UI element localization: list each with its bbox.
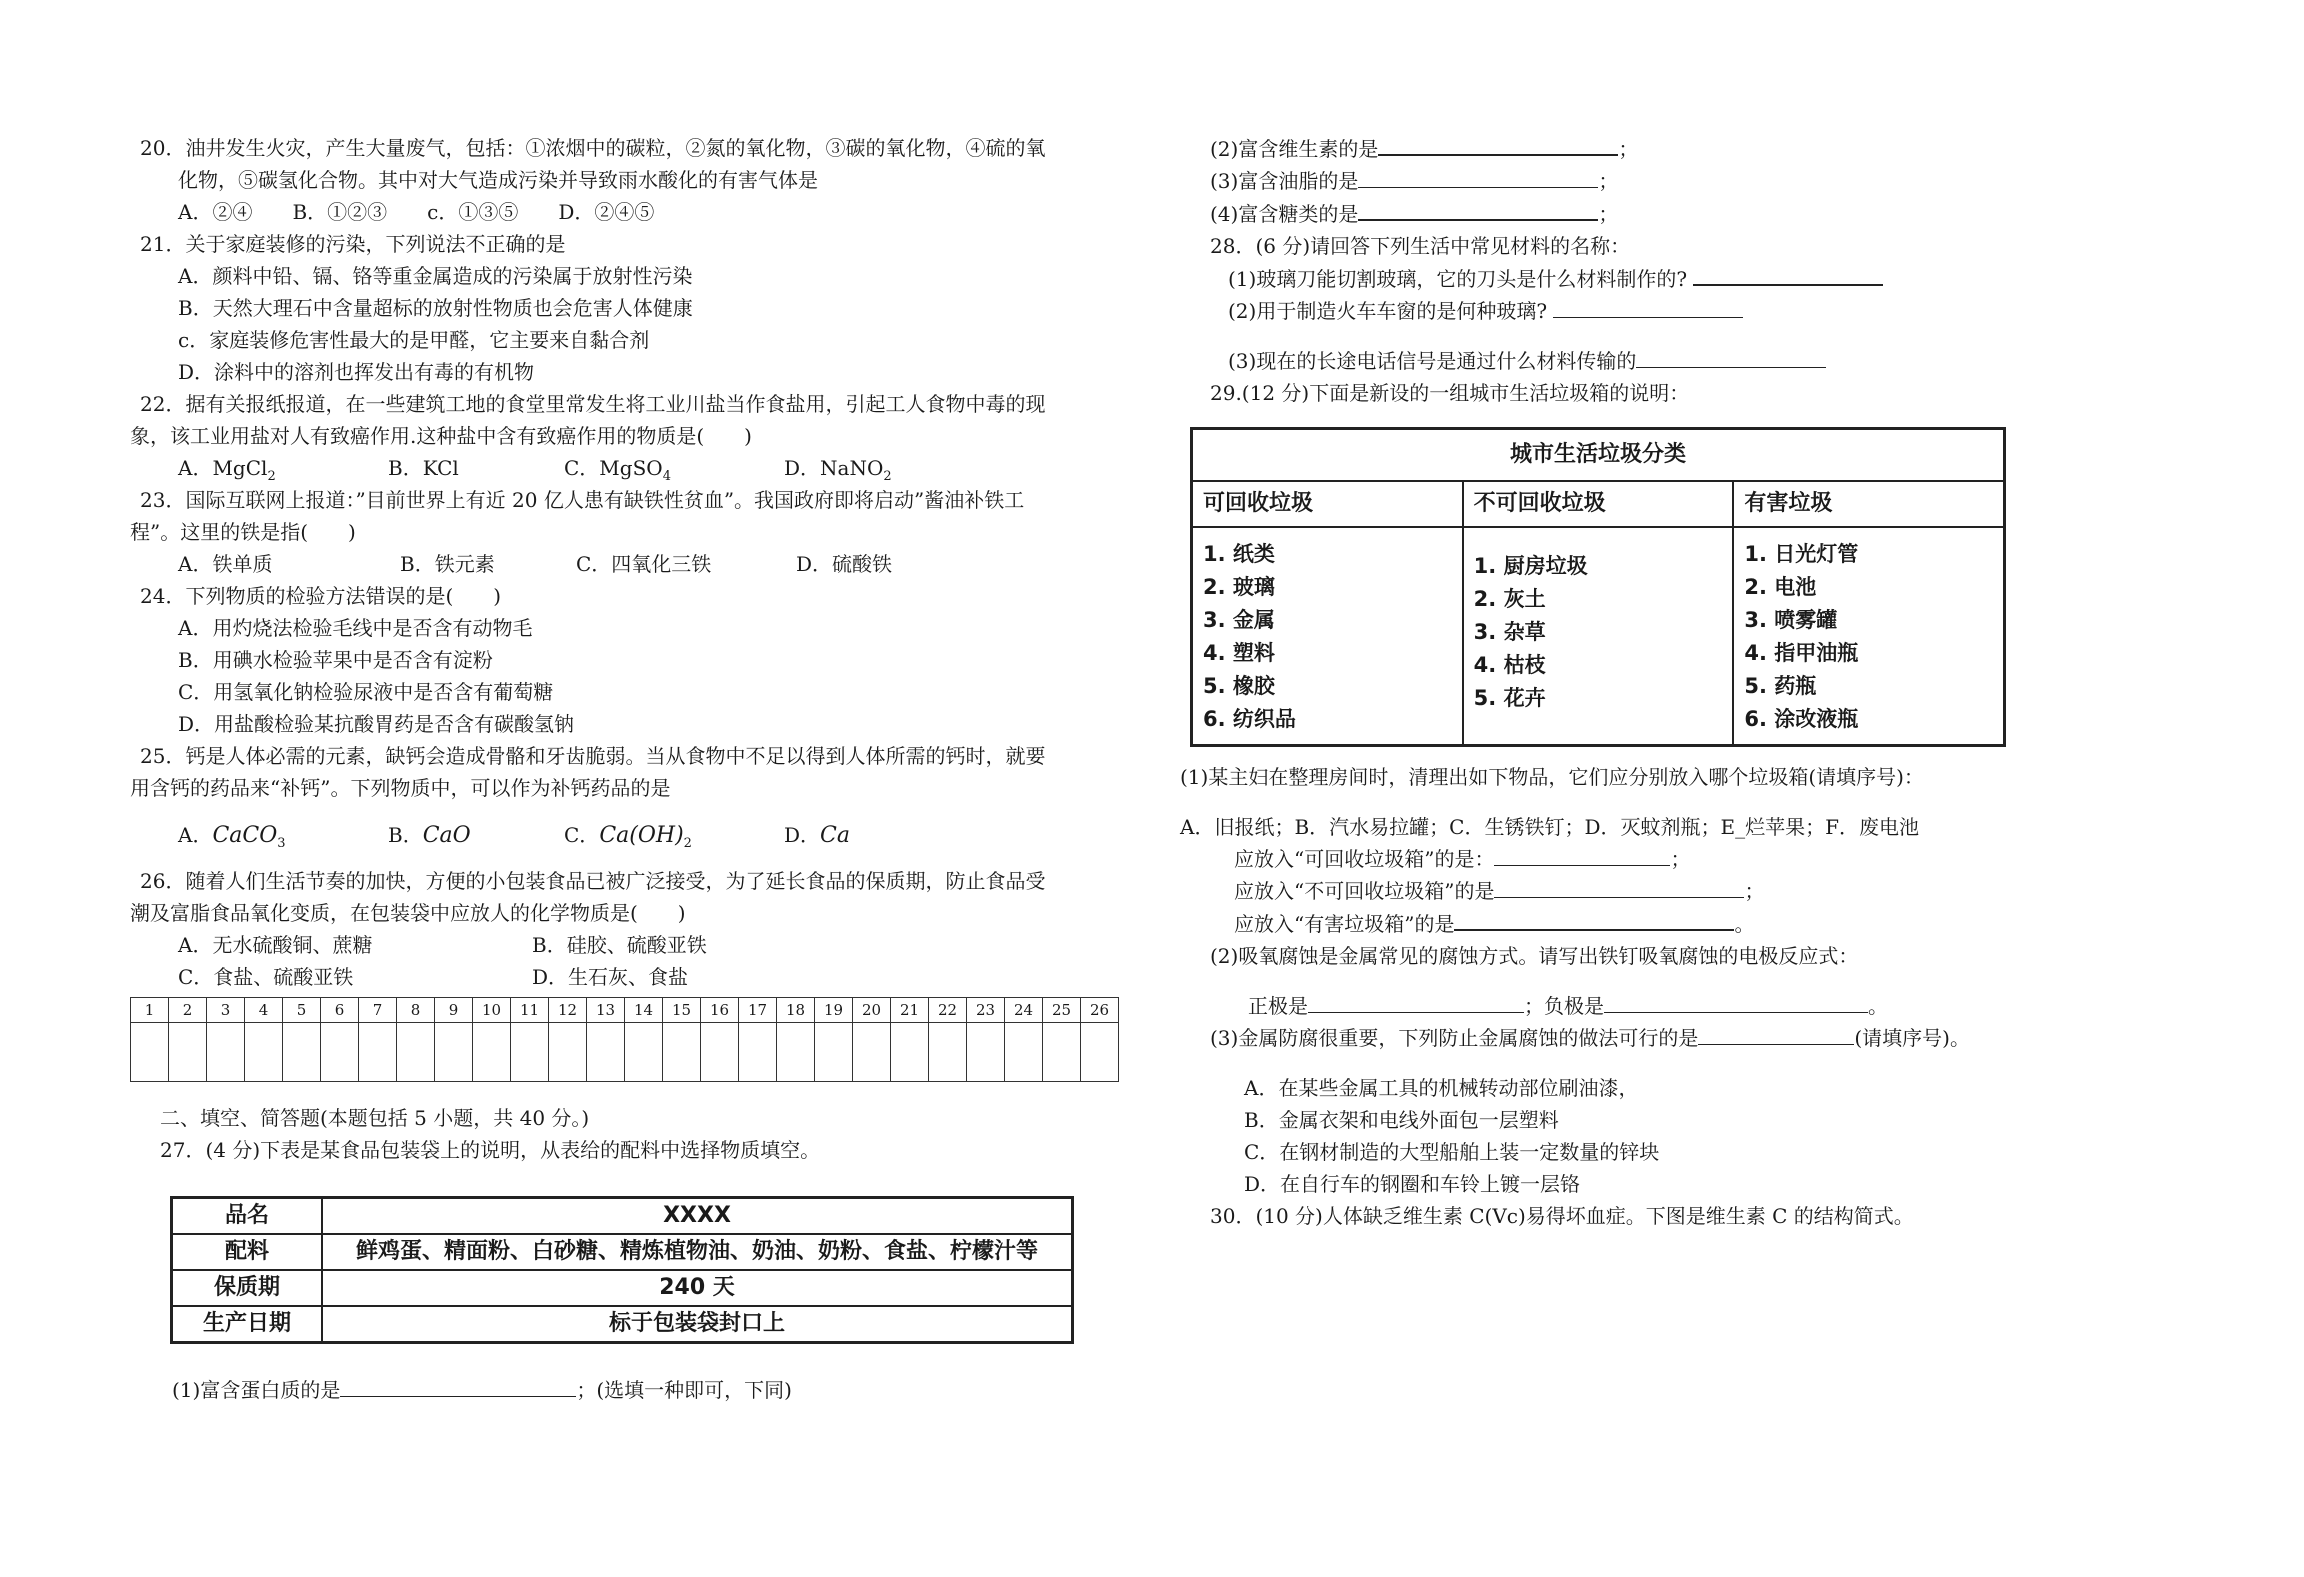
answer-grid-number: 7 (359, 998, 397, 1023)
q28-sub1: (1)玻璃刀能切割玻璃，它的刀头是什么材料制作的? (1180, 262, 2180, 295)
garbage-item: 2. 玻璃 (1203, 575, 1275, 599)
answer-grid-number: 10 (473, 998, 511, 1023)
answer-grid (130, 997, 1119, 1082)
answer-grid-cell[interactable] (1081, 1023, 1119, 1082)
answer-grid-cell[interactable] (321, 1023, 359, 1082)
garbage-item: 3. 金属 (1203, 608, 1275, 632)
answer-grid-cell[interactable] (511, 1023, 549, 1082)
garbage-item: 5. 花卉 (1473, 686, 1546, 710)
answer-grid-number: 2 (169, 998, 207, 1023)
garbage-item: 5. 橡胶 (1203, 674, 1275, 698)
q22-line1: 22．据有关报纸报道，在一些建筑工地的食堂里常发生将工业川盐当作食盐用，引起工人食物中毒的现 (140, 392, 1046, 416)
garbage-classification-table (1190, 427, 2006, 747)
q30-stem: 30．(10 分)人体缺乏维生素 C(Vc)易得坏血症。下图是维生素 C 的结构简式。 (1210, 1204, 1914, 1228)
q23-line2: 程”。这里的铁是指( ) (130, 520, 356, 544)
garbage-item: 1. 日光灯管 (1744, 542, 1859, 566)
garbage-table-columns (1193, 482, 2003, 744)
answer-grid-cell[interactable] (359, 1023, 397, 1082)
q27-sub3-blank[interactable] (1358, 165, 1598, 188)
q22-option-a: A．MgCl$_2$ (178, 456, 276, 484)
answer-grid-header (131, 998, 1119, 1023)
food-row-name: 品名 XXXX (172, 1198, 1073, 1235)
answer-grid-number: 21 (891, 998, 929, 1023)
answer-grid-number: 14 (625, 998, 663, 1023)
q23-option-a: A．铁单质 (178, 552, 273, 576)
answer-grid-number: 3 (207, 998, 245, 1023)
q23-option-c: C．四氧化三铁 (576, 552, 712, 576)
answer-grid-number: 16 (701, 998, 739, 1023)
answer-grid-number: 13 (587, 998, 625, 1023)
q27-stem: 27．(4 分)下表是某食品包装袋上的说明，从表给的配料中选择物质填空。 (160, 1138, 821, 1162)
q26-option-a: A．无水硫酸铜、蔗糖 (178, 933, 373, 957)
answer-grid-number: 23 (967, 998, 1005, 1023)
q21-stem: 21．关于家庭装修的污染，下列说法不正确的是 (140, 232, 566, 256)
food-row-shelf-life: 保质期 240 天 (172, 1270, 1073, 1306)
q20-options: A．②④ B．①②③ c．①③⑤ D．②④⑤ (178, 200, 655, 224)
answer-grid-cell[interactable] (777, 1023, 815, 1082)
answer-grid-cell[interactable] (739, 1023, 777, 1082)
q23-option-d: D．硫酸铁 (796, 552, 893, 576)
food-row-production-date: 生产日期 标于包装袋封口上 (172, 1306, 1073, 1343)
q27-sub2: (2)富含维生素的是 ； (1180, 132, 2180, 165)
q29-stem: 29.(12 分)下面是新设的一组城市生活垃圾箱的说明： (1210, 381, 1690, 405)
q27-sub1-blank[interactable] (340, 1374, 576, 1397)
answer-grid-cell[interactable] (663, 1023, 701, 1082)
food-label-table (170, 1196, 1074, 1344)
answer-grid-cell[interactable] (435, 1023, 473, 1082)
q20-line1: 20．油井发生火灾，产生大量废气，包括：①浓烟中的碳粒，②氮的氧化物，③碳的氧化物，④硫的氧 (140, 136, 1046, 160)
answer-grid-cell[interactable] (967, 1023, 1005, 1082)
answer-grid-number: 9 (435, 998, 473, 1023)
answer-grid-number: 11 (511, 998, 549, 1023)
answer-grid-cell[interactable] (853, 1023, 891, 1082)
q29-put3: 应放入“有害垃圾箱”的是 。 (1180, 907, 2180, 940)
q20-line2: 化物，⑤碳氢化合物。其中对大气造成污染并导致雨水酸化的有害气体是 (178, 168, 818, 192)
q29-put1-blank[interactable] (1494, 843, 1670, 866)
q23-options (130, 548, 1150, 580)
q21-option-d: D．涂料中的溶剂也挥发出有毒的有机物 (178, 360, 535, 384)
section2-title: 二、填空、简答题(本题包括 5 小题，共 40 分。) (160, 1106, 590, 1130)
q26-option-b: B．硅胶、硫酸亚铁 (532, 933, 707, 957)
answer-grid-number: 18 (777, 998, 815, 1023)
answer-grid-number: 6 (321, 998, 359, 1023)
q25-option-b: B．CaO (388, 823, 471, 848)
q25-line1: 25．钙是人体必需的元素，缺钙会造成骨骼和牙齿脆弱。当从食物中不足以得到人体所需的钙时，就要 (140, 744, 1046, 768)
q26-option-d: D．生石灰、食盐 (532, 965, 689, 989)
garbage-column (1464, 482, 1735, 744)
q29-sub3-blank[interactable] (1698, 1022, 1854, 1045)
q22-line2: 象，该工业用盐对人有致癌作用.这种盐中含有致癌作用的物质是( ) (130, 424, 752, 448)
q26-line2: 潮及富脂食品氧化变质，在包装袋中应放人的化学物质是( ) (130, 901, 686, 925)
q24-option-a: A．用灼烧法检验毛线中是否含有动物毛 (178, 616, 533, 640)
garbage-item: 1. 厨房垃圾 (1473, 554, 1588, 578)
q29-electrodes: 正极是 ；负极是 。 (1180, 990, 2180, 1022)
q28-sub2: (2)用于制造火车车窗的是何种玻璃? (1180, 295, 2180, 327)
answer-grid-cell[interactable] (549, 1023, 587, 1082)
q29-put2-blank[interactable] (1494, 875, 1744, 898)
q29-put3-blank[interactable] (1454, 907, 1734, 931)
q22-option-c: C．MgSO$_4$ (564, 456, 671, 484)
q29-put2: 应放入“不可回收垃圾箱”的是 ； (1180, 875, 2180, 907)
answer-grid-number: 25 (1043, 998, 1081, 1023)
answer-grid-cell[interactable] (891, 1023, 929, 1082)
q27-sub4: (4)富含糖类的是 ； (1180, 197, 2180, 230)
answer-grid-cell[interactable] (1005, 1023, 1043, 1082)
right-column (1180, 132, 2180, 1232)
q29-sub2: (2)吸氧腐蚀是金属常见的腐蚀方式。请写出铁钉吸氧腐蚀的电极反应式： (1210, 944, 1859, 968)
q26-option-c: C．食盐、硫酸亚铁 (178, 965, 354, 989)
garbage-column-head: 有害垃圾 (1734, 482, 2003, 528)
answer-grid-cell[interactable] (169, 1023, 207, 1082)
answer-grid-cell[interactable] (625, 1023, 663, 1082)
q23-line1: 23．国际互联网上报道：”目前世界上有近 20 亿人患有缺铁性贫血”。我国政府即将启动”酱油补铁工 (140, 488, 1025, 512)
q21-option-a: A．颜料中铅、镉、铬等重金属造成的污染属于放射性污染 (178, 264, 693, 288)
garbage-item: 1. 纸类 (1203, 542, 1275, 566)
answer-grid-cell[interactable] (207, 1023, 245, 1082)
answer-grid-number: 20 (853, 998, 891, 1023)
q29-option-b: B．金属衣架和电线外面包一层塑料 (1244, 1108, 1559, 1132)
q26-options-ab (130, 929, 1150, 961)
q25-options (130, 816, 1150, 855)
garbage-item: 3. 杂草 (1473, 620, 1546, 644)
q24-option-c: C．用氢氧化钠检验尿液中是否含有葡萄糖 (178, 680, 554, 704)
q26-line1: 26．随着人们生活节奏的加快，方便的小包装食品已被广泛接受，为了延长食品的保质期，防止食品受 (140, 869, 1046, 893)
garbage-item: 3. 喷雾罐 (1744, 608, 1838, 632)
q26-options-cd (130, 961, 1150, 993)
garbage-item: 6. 涂改液瓶 (1744, 707, 1859, 731)
answer-grid-cell[interactable] (929, 1023, 967, 1082)
q27-sub4-blank[interactable] (1358, 197, 1598, 221)
garbage-item: 4. 枯枝 (1473, 653, 1546, 677)
q24-option-d: D．用盐酸检验某抗酸胃药是否含有碳酸氢钠 (178, 712, 575, 736)
q27-sub3: (3)富含油脂的是 ； (1180, 165, 2180, 197)
garbage-item: 6. 纺织品 (1203, 707, 1296, 731)
q29-items: A．旧报纸；B．汽水易拉罐；C．生锈铁钉；D．灭蚊剂瓶；E_烂苹果；F．废电池 (1180, 815, 1919, 839)
answer-grid-number: 15 (663, 998, 701, 1023)
food-row-ingredients: 配料 鲜鸡蛋、精面粉、白砂糖、精炼植物油、奶油、奶粉、食盐、柠檬汁等 (172, 1234, 1073, 1270)
q28-sub3: (3)现在的长途电话信号是通过什么材料传输的 (1180, 345, 2180, 377)
answer-grid-number: 24 (1005, 998, 1043, 1023)
answer-grid-cell[interactable] (283, 1023, 321, 1082)
garbage-column-head: 不可回收垃圾 (1464, 482, 1733, 528)
q22-option-d: D．NaNO$_2$ (784, 456, 892, 484)
answer-grid-number: 4 (245, 998, 283, 1023)
q29-sub1: (1)某主妇在整理房间时，清理出如下物品，它们应分别放入哪个垃圾箱(请填序号)： (1180, 765, 1924, 789)
q21-option-c: c．家庭装修危害性最大的是甲醛，它主要来自黏合剂 (178, 328, 650, 352)
q25-line2: 用含钙的药品来“补钙”。下列物质中，可以作为补钙药品的是 (130, 776, 671, 800)
garbage-column (1734, 482, 2003, 744)
q29-sub3: (3)金属防腐很重要，下列防止金属腐蚀的做法可行的是 (请填序号)。 (1180, 1022, 2180, 1054)
left-column (130, 132, 1150, 1406)
q29-option-a: A．在某些金属工具的机械转动部位刷油漆， (1244, 1076, 1639, 1100)
q23-option-b: B．铁元素 (400, 552, 495, 576)
answer-grid-number: 19 (815, 998, 853, 1023)
answer-grid-cell[interactable] (587, 1023, 625, 1082)
garbage-item: 2. 灰土 (1473, 587, 1546, 611)
garbage-item: 4. 指甲油瓶 (1744, 641, 1859, 665)
q25-option-c: C．$Ca(OH)_2$ (564, 823, 692, 851)
answer-grid-cell[interactable] (473, 1023, 511, 1082)
q21-option-b: B．天然大理石中含量超标的放射性物质也会危害人体健康 (178, 296, 693, 320)
q28-sub2-blank[interactable] (1553, 295, 1743, 318)
answer-grid-number: 8 (397, 998, 435, 1023)
q29-negative-blank[interactable] (1604, 990, 1868, 1013)
answer-grid-cell[interactable] (815, 1023, 853, 1082)
garbage-column-head: 可回收垃圾 (1193, 482, 1462, 528)
answer-grid-cell[interactable] (1043, 1023, 1081, 1082)
garbage-item: 4. 塑料 (1203, 641, 1275, 665)
answer-grid-number: 5 (283, 998, 321, 1023)
answer-grid-blank-row (131, 1023, 1119, 1082)
q29-positive-blank[interactable] (1308, 990, 1524, 1013)
garbage-item: 5. 药瓶 (1744, 674, 1817, 698)
q27-sub2-blank[interactable] (1378, 132, 1618, 156)
answer-grid-number: 22 (929, 998, 967, 1023)
q29-option-c: C．在钢材制造的大型船舶上装一定数量的锌块 (1244, 1140, 1660, 1164)
garbage-column (1193, 482, 1464, 744)
garbage-table-title: 城市生活垃圾分类 (1193, 430, 2003, 482)
q27-sub1: (1)富含蛋白质的是 ；(选填一种即可，下同) (130, 1374, 1150, 1406)
q25-option-a: A．CaCO$_3$ (178, 823, 286, 851)
answer-grid-number: 17 (739, 998, 777, 1023)
q25-option-d: D．Ca (784, 823, 850, 848)
answer-grid-cell[interactable] (397, 1023, 435, 1082)
answer-grid-number: 12 (549, 998, 587, 1023)
q24-option-b: B．用碘水检验苹果中是否含有淀粉 (178, 648, 493, 672)
q22-option-b: B．KCl (388, 456, 459, 480)
answer-grid-number: 26 (1081, 998, 1119, 1023)
garbage-item: 2. 电池 (1744, 575, 1817, 599)
q29-put1: 应放入“可回收垃圾箱”的是： ； (1180, 843, 2180, 875)
answer-grid-cell[interactable] (701, 1023, 739, 1082)
q29-option-d: D．在自行车的钢圈和车铃上镀一层铬 (1244, 1172, 1581, 1196)
answer-grid-cell[interactable] (245, 1023, 283, 1082)
q22-options (130, 452, 1150, 484)
answer-grid-number: 1 (131, 998, 169, 1023)
q28-stem: 28．(6 分)请回答下列生活中常见材料的名称： (1210, 234, 1631, 258)
answer-grid-cell[interactable] (131, 1023, 169, 1082)
q24-stem: 24．下列物质的检验方法错误的是( ) (140, 584, 502, 608)
q28-sub3-blank[interactable] (1636, 345, 1826, 368)
q28-sub1-blank[interactable] (1693, 262, 1883, 286)
